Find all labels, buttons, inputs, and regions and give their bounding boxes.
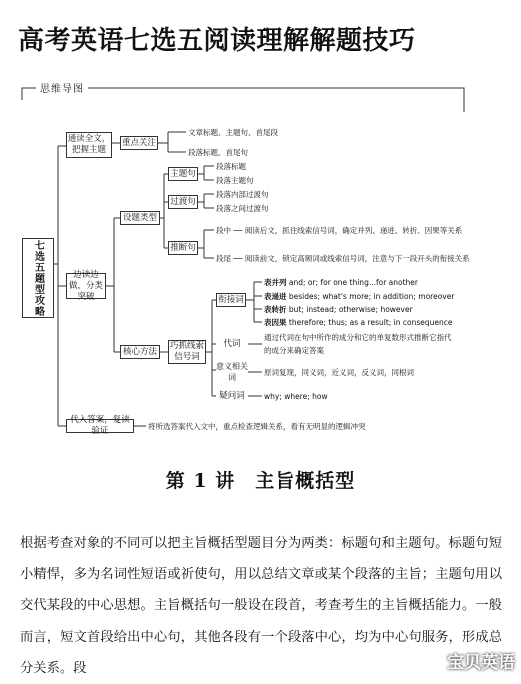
mid-leaf: 段中 ── 阅读后文，抓住线索信号词，确定并列、递进、转折、因果等关系	[216, 226, 463, 235]
conn-val-1: and; or; for one thing...for another	[288, 278, 419, 287]
end-leaf: 段尾 ── 阅读前文，锁定高频词或线索信号词，注意与下一段开头的衔接关系	[216, 254, 470, 263]
question-type-node: 设题类型	[120, 211, 160, 225]
conn-val-4: therefore; thus; as a result; in consequence	[288, 318, 453, 327]
conn-key-4: 表因果	[264, 318, 287, 327]
transition-node: 过渡句	[168, 195, 198, 209]
body-paragraph	[20, 528, 502, 684]
conn-key-1: 表并列	[264, 278, 287, 287]
related-words-node: 意义相关词	[216, 362, 248, 382]
related-text: 原词复现，同义词，近义词，反义词，同根词	[264, 368, 414, 377]
conn-val-3: but; instead; otherwise; however	[288, 305, 413, 314]
pronoun-node: 代词	[216, 337, 248, 351]
pronoun-text-1: 通过代词在句中所作的成分和它的单复数形式推断它指代	[264, 333, 452, 342]
conn-key-2: 表递进	[264, 292, 287, 301]
connective-node: 衔接词	[216, 293, 246, 307]
core-method-node: 核心方法	[120, 345, 160, 359]
watermark: 宝贝英语	[447, 653, 515, 673]
question-word-text: why; where; how	[264, 392, 328, 401]
conn-row-4	[264, 318, 453, 327]
mindmap-label: 思维导图	[36, 80, 88, 95]
mid-text: 阅读后文，抓住线索信号词，确定并列、递进、转折、因果等关系	[244, 226, 463, 235]
topic-leaf-1: 段落标题	[216, 162, 246, 171]
conn-row-1	[264, 278, 418, 287]
topic-sentence-node: 主题句	[168, 167, 198, 181]
focus-leaf-2: 段落标题、首尾句	[188, 148, 248, 157]
end-text: 阅读前文，锁定高频词或线索信号词，注意与下一段开头的衔接关系	[244, 254, 470, 263]
branch-read-node: 通读全文，把握主题	[66, 132, 112, 158]
section-title: 第 1 讲 主旨概括型	[165, 470, 356, 492]
pronoun-text-2: 的成分来确定答案	[264, 346, 324, 355]
end-label: 段尾	[216, 254, 231, 263]
root-node: 七选五题型攻略	[22, 238, 54, 318]
branch-verify-node: 代入答案，复读验证	[66, 419, 134, 433]
page-title: 高考英语七选五阅读理解解题技巧	[18, 26, 416, 56]
branch-solve-node: 边读边做，分类突破	[66, 273, 106, 299]
question-word-node: 疑问词	[216, 389, 248, 403]
conn-row-2	[264, 292, 454, 301]
focus-node: 重点关注	[120, 136, 158, 150]
focus-leaf-1: 文章标题、主题句、首尾段	[188, 128, 278, 137]
infer-node: 推断句	[168, 241, 198, 255]
conn-row-3	[264, 305, 413, 314]
paragraph-text: 根据考查对象的不同可以把主旨概括型题目分为两类：标题句和主题句。标题句短小精悍，多为名词性短语或祈使句，用以总结文章或某个段落的主旨；主题句用以交代某段的中心思想。主旨概括句一般设在段首，考查考生的主旨概括能力。一般而言，短文首段给出中心句，其他各段有一个段落中心，均为中心句服务，形成总分关系。段	[20, 536, 502, 676]
conn-val-2: besides; what's more; in addition; moreover	[288, 292, 455, 301]
transition-leaf-1: 段落内部过渡句	[216, 190, 269, 199]
transition-leaf-2: 段落之间过渡句	[216, 204, 269, 213]
verify-text: 将所选答案代入文中，重点检查逻辑关系，看有无明显的逻辑冲突	[148, 422, 366, 431]
topic-leaf-2: 段落主题句	[216, 176, 254, 185]
clue-words-node: 巧抓线索信号词	[169, 341, 204, 362]
conn-key-3: 表转折	[264, 305, 287, 314]
mid-label: 段中	[216, 226, 231, 235]
